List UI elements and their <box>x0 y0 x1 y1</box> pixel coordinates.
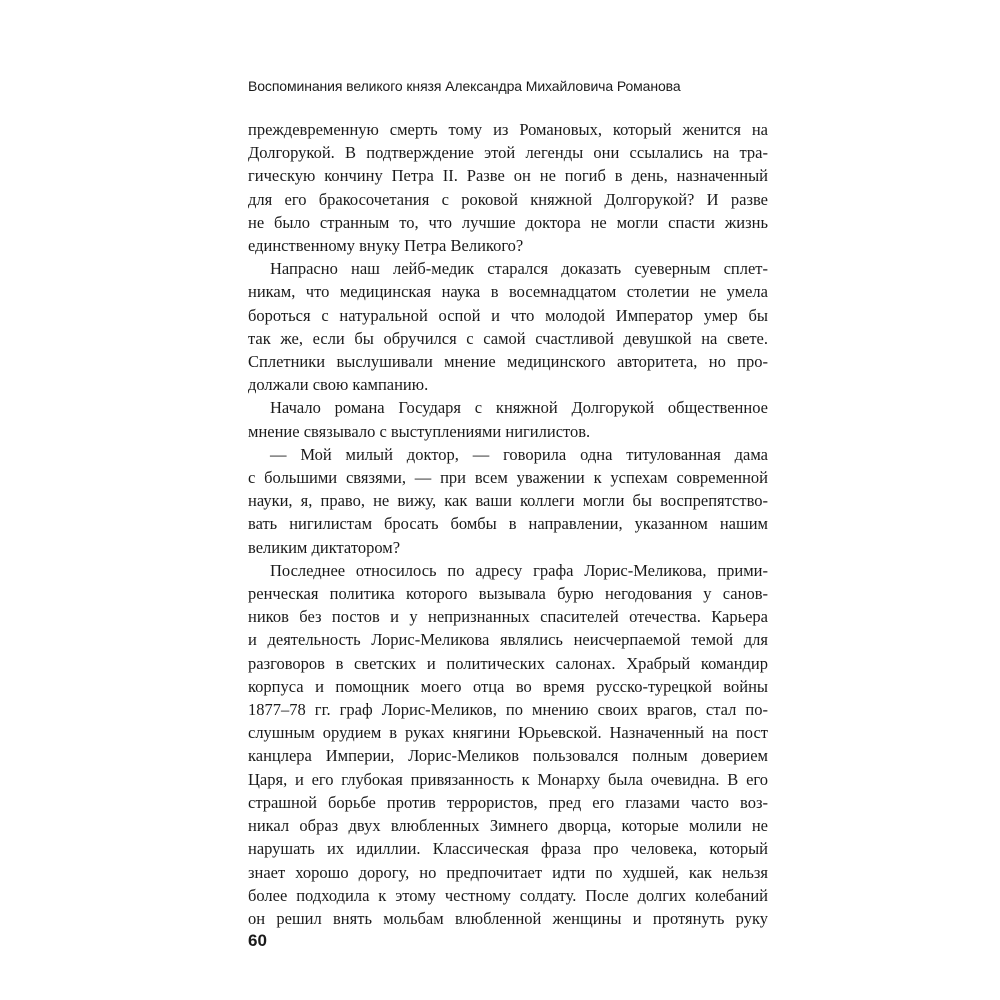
body-text <box>248 118 768 930</box>
text-line: не было странным то, что лучшие доктора не могли спасти жизнь <box>248 212 768 232</box>
paragraph <box>248 559 768 930</box>
text-line: ников без постов и у непризнанных спасителей отечества. Карьера <box>248 607 768 627</box>
text-line: корпуса и помощник моего отца во время русско-турецкой войны <box>248 676 768 696</box>
text-line: страшной борьбе против террористов, пред его глазами часто воз- <box>248 792 768 812</box>
text-line: науки, я, право, не вижу, как ваши коллеги могли бы воспрепятство- <box>248 491 768 511</box>
paragraph <box>248 257 768 396</box>
text-line: бороться с натуральной оспой и что молодой Император умер бы <box>248 305 768 325</box>
running-header: Воспоминания великого князя Александра Михайловича Романова <box>248 78 681 94</box>
text-line: для его бракосочетания с роковой княжной Долгорукой? И разве <box>248 189 768 209</box>
text-line: вать нигилистам бросать бомбы в направлении, указанном нашим <box>248 514 768 534</box>
page-number: 60 <box>248 931 267 950</box>
text-line: должали свою кампанию. <box>248 375 429 395</box>
text-line: преждевременную смерть тому из Романовых, который женится на <box>248 120 768 139</box>
text-line: великим диктатором? <box>248 537 401 557</box>
text-line: никам, что медицинская наука в восемнадцатом столетии не умела <box>248 282 768 302</box>
paragraph <box>248 118 768 257</box>
text-line: разговоров в светских и политических салонах. Храбрый командир <box>248 653 768 673</box>
text-line: более подходила к этому честному солдату. После долгих колебаний <box>248 885 768 905</box>
text-line: Напрасно наш лейб-медик старался доказать суеверным сплет- <box>270 259 768 279</box>
text-line: канцлера Империи, Лорис-Меликов пользовался полным доверием <box>248 746 768 766</box>
text-line: нарушать их идиллии. Классическая фраза про человека, который <box>248 839 768 859</box>
text-line: — Мой милый доктор, — говорила одна титулованная дама <box>270 444 768 464</box>
text-line: Сплетники выслушивали мнение медицинского авторитета, но про- <box>248 352 768 372</box>
text-line: никал образ двух влюбленных Зимнего дворца, которые молили не <box>248 816 768 836</box>
text-line: Долгорукой. В подтверждение этой легенды они ссылались на тра- <box>248 143 768 163</box>
text-line: с большими связями, — при всем уважении к успехам современной <box>248 468 768 488</box>
text-line: Последнее относилось по адресу графа Лорис-Меликова, прими- <box>270 560 768 580</box>
paragraph <box>248 396 768 442</box>
text-line: гическую кончину Петра II. Разве он не погиб в день, назначенный <box>248 166 768 186</box>
text-line: единственному внуку Петра Великого? <box>248 236 524 256</box>
text-line: 1877–78 гг. граф Лорис-Меликов, по мнению своих врагов, стал по- <box>248 700 768 720</box>
text-line: мнение связывало с выступлениями нигилистов. <box>248 421 591 441</box>
text-line: знает хорошо дорогу, но предпочитает идти по худшей, как нельзя <box>248 862 768 882</box>
text-line: слушным орудием в руках княгини Юрьевской. Назначенный на пост <box>248 723 768 743</box>
text-line: он решил внять мольбам влюбленной женщины и протянуть руку <box>248 908 768 928</box>
text-line: и деятельность Лорис-Меликова являлись неисчерпаемой темой для <box>248 630 768 650</box>
paragraph <box>248 443 768 559</box>
text-line: Царя, и его глубокая привязанность к Монарху была очевидна. В его <box>248 769 768 789</box>
text-line: ренческая политика которого вызывала бурю негодования у санов- <box>248 584 768 604</box>
text-line: Начало романа Государя с княжной Долгорукой общественное <box>270 398 768 418</box>
text-line: так же, если бы обручился с самой счастливой девушкой на свете. <box>248 328 768 348</box>
